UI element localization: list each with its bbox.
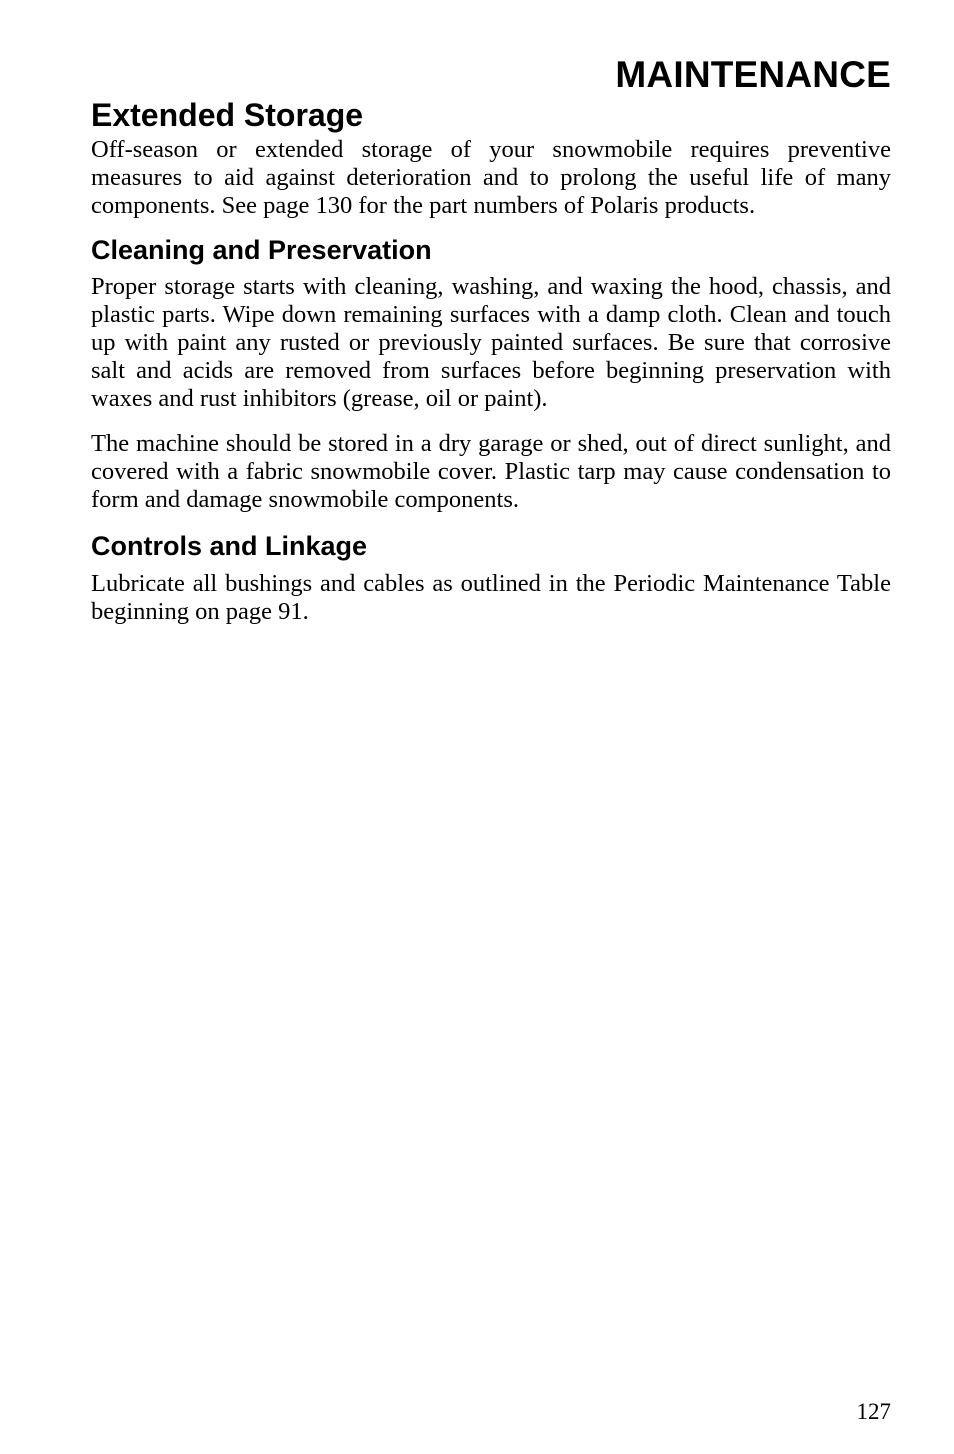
cleaning-preservation-paragraph-1: Proper storage starts with cleaning, washing, and waxing the hood, chassis, and plastic parts. Wipe down remaining surfaces with a damp cloth. Clean and touch up with paint any rusted or previously painted surfaces. Be sure that corrosive salt and acids are removed from surfaces before beginning preservation with waxes and rust inhibitors (grease, oil or paint).	[91, 273, 891, 412]
cleaning-preservation-heading: Cleaning and Preservation	[91, 235, 432, 266]
controls-linkage-paragraph: Lubricate all bushings and cables as outlined in the Periodic Maintenance Table beginning on page 91.	[91, 569, 891, 625]
manual-page	[91, 0, 891, 1454]
cleaning-preservation-paragraph-2: The machine should be stored in a dry garage or shed, out of direct sunlight, and covered with a fabric snowmobile cover. Plastic tarp may cause condensation to form and damage snowmobile components.	[91, 430, 891, 513]
extended-storage-paragraph: Off-season or extended storage of your snowmobile requires preventive measures to aid against deterioration and to prolong the useful life of many components. See page 130 for the part numbers of Polaris products.	[91, 136, 891, 219]
page-number: 127	[856, 1399, 891, 1424]
section-title: MAINTENANCE	[615, 54, 891, 95]
page-content	[91, 95, 891, 625]
controls-linkage-heading: Controls and Linkage	[91, 530, 368, 561]
extended-storage-heading: Extended Storage	[91, 97, 364, 133]
